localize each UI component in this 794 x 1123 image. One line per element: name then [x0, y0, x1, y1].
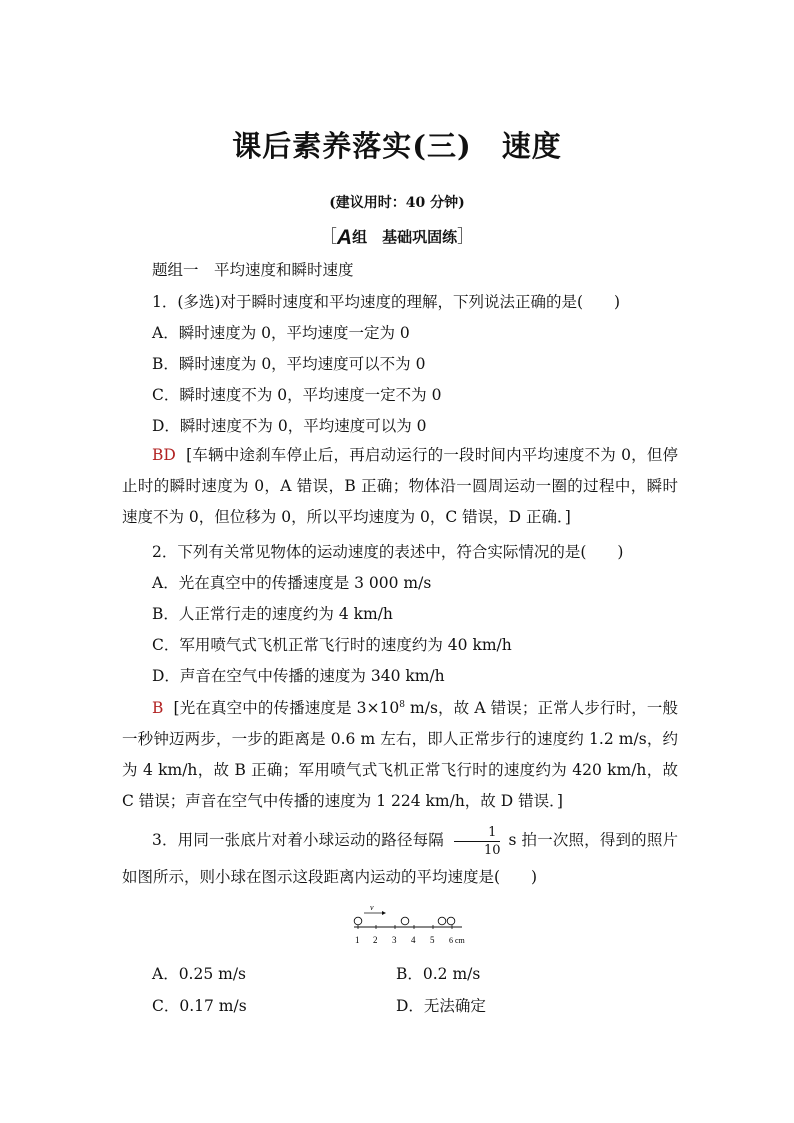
ball-1 [354, 917, 362, 925]
q3-fraction [454, 824, 501, 859]
ruler-label-2: 2 [373, 935, 378, 945]
q3-fraction-denominator: 10 [483, 842, 501, 858]
group-header [0, 222, 794, 250]
q1-option-b: B．瞬时速度为 0，平均速度可以不为 0 [152, 355, 426, 373]
q2-explanation-part2: m/s，故 A 错误；正常人步行时，一般一秒钟迈两步，一步的距离是 0.6 m 左右，即人正常步行的速度约 1.2 m/s，约为 4 km/h，故 B 正确；军用喷气式飞机正常飞行时的速度约为 420 km/h，故 C 错误；声音在空气中传播的速度为 1 224 km/h，故 D 错误．] [122, 699, 678, 811]
q3-option-d: D．无法确定 [396, 997, 486, 1015]
group-bracket-close: ］ [457, 227, 475, 247]
q3-stem-part1: 3．用同一张底片对着小球运动的路径每隔 [152, 831, 444, 849]
q3-fraction-numerator: 1 [454, 824, 501, 842]
ball-2 [401, 917, 409, 925]
q1-stem: 1．(多选)对于瞬时速度和平均速度的理解，下列说法正确的是( ) [152, 293, 621, 311]
ruler-label-6: 6 cm [449, 936, 465, 945]
group-letter: A [336, 226, 353, 249]
ruler-label-5: 5 [430, 935, 435, 945]
q2-answer: B [152, 699, 164, 718]
q2-option-a: A．光在真空中的传播速度是 3 000 m/s [152, 574, 432, 592]
q1-answer: BD [152, 446, 176, 464]
q1-option-a: A．瞬时速度为 0，平均速度一定为 0 [152, 324, 410, 342]
q1-explanation-block [122, 440, 678, 533]
q3-stem [122, 822, 678, 895]
group-label: 组 基础巩固练 [352, 228, 458, 246]
velocity-label: v [370, 903, 374, 912]
group-bracket-open: ［ [319, 227, 337, 247]
ruler-label-4: 4 [411, 935, 416, 945]
ruler-label-1: 1 [355, 935, 360, 945]
q2-exponent: 8 [399, 700, 405, 710]
page-title: 课后素养落实(三) 速度 [232, 129, 562, 163]
q2-explanation-part1: [光在真空中的传播速度是 3×10 [173, 699, 400, 718]
ball-3 [438, 917, 446, 925]
ruler-label-3: 3 [392, 935, 397, 945]
q2-stem: 2．下列有关常见物体的运动速度的表述中，符合实际情况的是( ) [152, 543, 624, 561]
q2-explanation-block [122, 690, 678, 817]
q3-option-c: C．0.17 m/s [152, 997, 247, 1015]
q3-option-a: A．0.25 m/s [152, 965, 247, 983]
q2-option-c: C．军用喷气式飞机正常飞行时的速度约为 40 km/h [152, 636, 512, 654]
suggested-time: (建议用时：40 分钟) [329, 195, 465, 211]
q1-explanation: [车辆中途刹车停止后，再启动运行的一段时间内平均速度不为 0，但停止时的瞬时速度为 0，A 错误，B 正确；物体沿一圆周运动一圈的过程中，瞬时速度不为 0，但位移为 0，所以平均速度为 0，C 错误，D 正确．] [122, 446, 679, 526]
q2-option-d: D．声音在空气中传播的速度为 340 km/h [152, 667, 445, 685]
velocity-arrowhead [382, 911, 386, 915]
q1-option-d: D．瞬时速度不为 0，平均速度可以为 0 [152, 417, 427, 435]
section-heading: 题组一 平均速度和瞬时速度 [152, 261, 354, 279]
q2-option-b: B．人正常行走的速度约为 4 km/h [152, 605, 393, 623]
q3-figure [344, 900, 484, 950]
q3-stem-part2: s 拍一次照，得到的照片如图所示，则小球在图示这段距离内运动的平均速度是( ) [122, 831, 678, 886]
q1-option-c: C．瞬时速度不为 0，平均速度一定不为 0 [152, 386, 442, 404]
ball-4 [447, 917, 455, 925]
q3-option-b: B．0.2 m/s [396, 965, 481, 983]
